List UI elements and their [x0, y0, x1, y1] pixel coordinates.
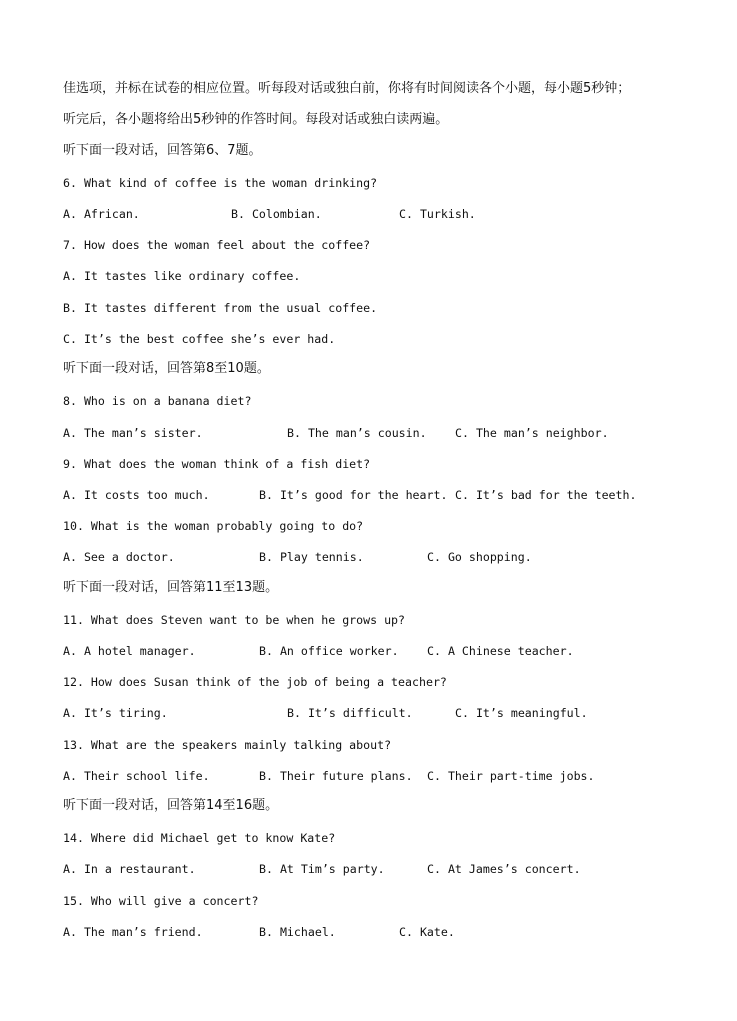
- question-14: 14. Where did Michael get to know Kate?: [63, 831, 336, 845]
- option-a[interactable]: A. See a doctor.: [63, 550, 175, 564]
- option-c[interactable]: C. A Chinese teacher.: [427, 644, 574, 658]
- option-c[interactable]: C. It’s bad for the teeth.: [455, 488, 637, 502]
- option-a[interactable]: A. It tastes like ordinary coffee.: [63, 269, 301, 283]
- option-c[interactable]: C. It’s meaningful.: [455, 706, 588, 720]
- question-9: 9. What does the woman think of a fish diet?: [63, 457, 371, 471]
- option-c[interactable]: C. Kate.: [399, 925, 455, 939]
- question-6: 6. What kind of coffee is the woman drinking?: [63, 176, 378, 190]
- option-a[interactable]: A. It’s tiring.: [63, 706, 168, 720]
- option-c[interactable]: C. It’s the best coffee she’s ever had.: [63, 332, 336, 346]
- option-a[interactable]: A. A hotel manager.: [63, 644, 196, 658]
- option-c[interactable]: C. Turkish.: [399, 207, 476, 221]
- intro-line-2: 听完后，各小题将给出5秒钟的作答时间。每段对话或独白读两遍。: [63, 112, 449, 127]
- section-header: 听下面一段对话，回答第14至16题。: [63, 798, 279, 813]
- option-c[interactable]: C. Their part-time jobs.: [427, 769, 595, 783]
- option-b[interactable]: B. Their future plans.: [259, 769, 413, 783]
- option-c[interactable]: C. Go shopping.: [427, 550, 532, 564]
- option-c[interactable]: C. At James’s concert.: [427, 862, 581, 876]
- option-b[interactable]: B. It’s good for the heart.: [259, 488, 448, 502]
- option-b[interactable]: B. An office worker.: [259, 644, 399, 658]
- question-11: 11. What does Steven want to be when he grows up?: [63, 613, 406, 627]
- question-12: 12. How does Susan think of the job of being a teacher?: [63, 675, 447, 689]
- option-b[interactable]: B. The man’s cousin.: [287, 426, 427, 440]
- question-13: 13. What are the speakers mainly talking about?: [63, 738, 392, 752]
- intro-line-1: 佳选项，并标在试卷的相应位置。听每段对话或独白前，你将有时间阅读各个小题，每小题5秒钟；: [63, 81, 631, 96]
- question-10: 10. What is the woman probably going to do?: [63, 519, 364, 533]
- section-header: 听下面一段对话，回答第11至13题。: [63, 580, 279, 595]
- option-b[interactable]: B. It’s difficult.: [287, 706, 413, 720]
- option-a[interactable]: A. African.: [63, 207, 140, 221]
- option-a[interactable]: A. Their school life.: [63, 769, 210, 783]
- question-8: 8. Who is on a banana diet?: [63, 394, 252, 408]
- option-b[interactable]: B. Colombian.: [231, 207, 322, 221]
- option-a[interactable]: A. In a restaurant.: [63, 862, 196, 876]
- section-header: 听下面一段对话，回答第8至10题。: [63, 361, 270, 376]
- option-a[interactable]: A. It costs too much.: [63, 488, 210, 502]
- option-b[interactable]: B. At Tim’s party.: [259, 862, 385, 876]
- option-b[interactable]: B. Play tennis.: [259, 550, 364, 564]
- option-c[interactable]: C. The man’s neighbor.: [455, 426, 609, 440]
- option-a[interactable]: A. The man’s friend.: [63, 925, 203, 939]
- question-15: 15. Who will give a concert?: [63, 894, 259, 908]
- section-header: 听下面一段对话，回答第6、7题。: [63, 143, 262, 158]
- option-b[interactable]: B. It tastes different from the usual coffee.: [63, 301, 378, 315]
- option-b[interactable]: B. Michael.: [259, 925, 336, 939]
- option-a[interactable]: A. The man’s sister.: [63, 426, 203, 440]
- question-7: 7. How does the woman feel about the coffee?: [63, 238, 371, 252]
